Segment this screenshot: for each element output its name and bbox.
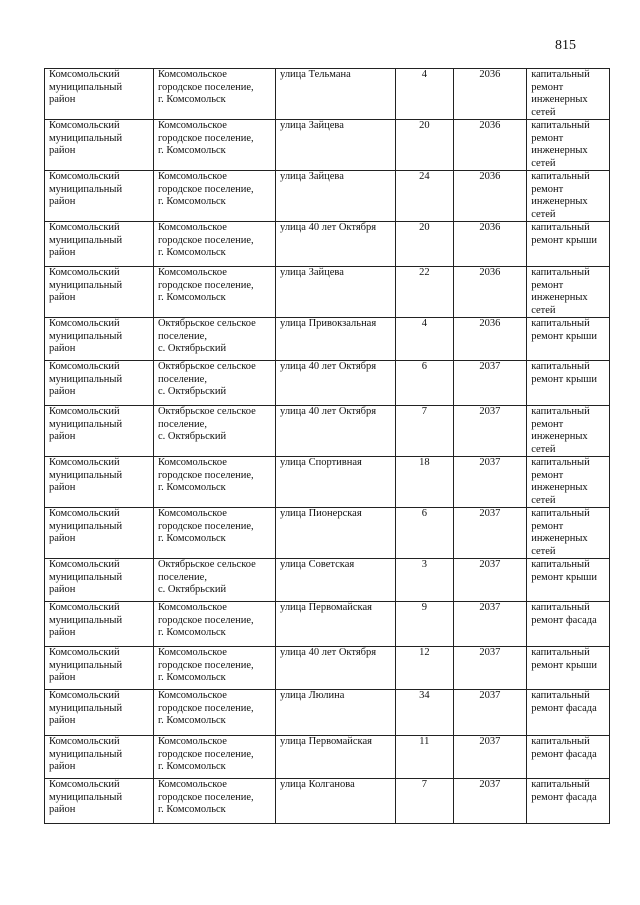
- table-row: [45, 267, 610, 318]
- year-cell: [453, 222, 527, 267]
- house-number-cell: [396, 406, 454, 457]
- district-cell-text: Комсомольский муниципальный район: [49, 690, 123, 726]
- street-cell: [276, 267, 396, 318]
- year-cell-text: 2037: [479, 647, 501, 658]
- house-number-cell-text: 12: [419, 647, 430, 658]
- street-cell: [276, 318, 396, 361]
- street-cell: [276, 361, 396, 406]
- year-cell: [453, 318, 527, 361]
- district-cell: [45, 457, 154, 508]
- district-cell-text: Комсомольский муниципальный район: [49, 508, 123, 544]
- work-type-cell: [527, 171, 610, 222]
- work-type-cell-text: капитальный ремонт инженерных сетей: [531, 69, 590, 118]
- street-cell: [276, 779, 396, 824]
- work-type-cell-text: капитальный ремонт крыши: [531, 647, 597, 671]
- work-type-cell: [527, 779, 610, 824]
- work-type-cell: [527, 508, 610, 559]
- year-cell: [453, 602, 527, 647]
- settlement-cell-text: Комсомольское городское поселение, г. Комсомольск: [157, 779, 254, 815]
- district-cell-text: Комсомольский муниципальный район: [49, 559, 123, 595]
- settlement-cell: [153, 406, 275, 457]
- work-type-cell: [527, 69, 610, 120]
- street-cell-text: улица Тельмана: [280, 69, 351, 80]
- work-type-cell: [527, 457, 610, 508]
- settlement-cell-text: Комсомольское городское поселение, г. Комсомольск: [157, 690, 254, 726]
- district-cell: [45, 508, 154, 559]
- district-cell-text: Комсомольский муниципальный район: [49, 457, 123, 493]
- table-row: [45, 736, 610, 779]
- district-cell-text: Комсомольский муниципальный район: [49, 171, 123, 207]
- work-type-cell-text: капитальный ремонт инженерных сетей: [531, 171, 590, 220]
- street-cell: [276, 508, 396, 559]
- settlement-cell: [153, 361, 275, 406]
- year-cell-text: 2036: [479, 267, 501, 278]
- settlement-cell-text: Комсомольское городское поселение, г. Комсомольск: [157, 736, 254, 772]
- work-type-cell-text: капитальный ремонт инженерных сетей: [531, 267, 590, 316]
- settlement-cell: [153, 69, 275, 120]
- settlement-cell: [153, 457, 275, 508]
- house-number-cell: [396, 736, 454, 779]
- house-number-cell-text: 6: [421, 508, 427, 519]
- year-cell-text: 2037: [479, 508, 501, 519]
- street-cell: [276, 222, 396, 267]
- house-number-cell-text: 22: [419, 267, 430, 278]
- district-cell-text: Комсомольский муниципальный район: [49, 222, 123, 258]
- year-cell: [453, 120, 527, 171]
- street-cell-text: улица Пионерская: [280, 508, 362, 519]
- year-cell-text: 2037: [479, 779, 501, 790]
- house-number-cell: [396, 559, 454, 602]
- house-number-cell-text: 24: [419, 171, 430, 182]
- page-number: 815: [555, 38, 576, 53]
- work-type-cell: [527, 120, 610, 171]
- settlement-cell-text: Комсомольское городское поселение, г. Комсомольск: [157, 120, 254, 156]
- year-cell-text: 2037: [479, 559, 501, 570]
- district-cell: [45, 120, 154, 171]
- work-type-cell: [527, 736, 610, 779]
- table-body: [45, 69, 610, 824]
- district-cell: [45, 559, 154, 602]
- settlement-cell: [153, 508, 275, 559]
- district-cell: [45, 171, 154, 222]
- settlement-cell-text: Комсомольское городское поселение, г. Комсомольск: [157, 457, 254, 493]
- settlement-cell-text: Комсомольское городское поселение, г. Комсомольск: [157, 508, 254, 544]
- house-number-cell: [396, 222, 454, 267]
- settlement-cell: [153, 559, 275, 602]
- settlement-cell: [153, 736, 275, 779]
- street-cell-text: улица Колганова: [280, 779, 355, 790]
- street-cell: [276, 559, 396, 602]
- district-cell-text: Комсомольский муниципальный район: [49, 361, 123, 397]
- district-cell-text: Комсомольский муниципальный район: [49, 120, 123, 156]
- settlement-cell-text: Комсомольское городское поселение, г. Комсомольск: [157, 267, 254, 303]
- year-cell: [453, 690, 527, 736]
- district-cell: [45, 779, 154, 824]
- settlement-cell: [153, 647, 275, 690]
- district-cell: [45, 267, 154, 318]
- table-row: [45, 647, 610, 690]
- house-number-cell-text: 20: [419, 120, 430, 131]
- district-cell-text: Комсомольский муниципальный район: [49, 267, 123, 303]
- work-type-cell: [527, 559, 610, 602]
- work-type-cell: [527, 690, 610, 736]
- table-row: [45, 120, 610, 171]
- year-cell-text: 2036: [479, 222, 501, 233]
- district-cell-text: Комсомольский муниципальный район: [49, 647, 123, 683]
- district-cell-text: Комсомольский муниципальный район: [49, 69, 123, 105]
- table-row: [45, 222, 610, 267]
- district-cell-text: Комсомольский муниципальный район: [49, 602, 123, 638]
- street-cell-text: улица Зайцева: [280, 267, 344, 278]
- work-type-cell-text: капитальный ремонт крыши: [531, 222, 597, 246]
- work-type-cell-text: капитальный ремонт крыши: [531, 318, 597, 342]
- street-cell: [276, 690, 396, 736]
- street-cell: [276, 171, 396, 222]
- year-cell-text: 2036: [479, 69, 501, 80]
- street-cell-text: улица 40 лет Октября: [280, 406, 377, 417]
- table-row: [45, 69, 610, 120]
- year-cell: [453, 361, 527, 406]
- house-number-cell-text: 7: [421, 779, 427, 790]
- house-number-cell-text: 4: [421, 69, 427, 80]
- table-row: [45, 690, 610, 736]
- district-cell: [45, 69, 154, 120]
- settlement-cell: [153, 222, 275, 267]
- settlement-cell: [153, 602, 275, 647]
- house-number-cell-text: 6: [421, 361, 427, 372]
- street-cell: [276, 602, 396, 647]
- district-cell-text: Комсомольский муниципальный район: [49, 779, 123, 815]
- year-cell: [453, 267, 527, 318]
- street-cell-text: улица 40 лет Октября: [280, 222, 377, 233]
- street-cell-text: улица Спортивная: [280, 457, 362, 468]
- settlement-cell-text: Комсомольское городское поселение, г. Комсомольск: [157, 602, 254, 638]
- work-type-cell-text: капитальный ремонт фасада: [531, 779, 597, 803]
- work-type-cell: [527, 318, 610, 361]
- street-cell-text: улица Советская: [280, 559, 355, 570]
- district-cell: [45, 602, 154, 647]
- house-number-cell-text: 18: [419, 457, 430, 468]
- year-cell: [453, 69, 527, 120]
- work-type-cell-text: капитальный ремонт инженерных сетей: [531, 406, 590, 455]
- district-cell: [45, 222, 154, 267]
- work-type-cell: [527, 267, 610, 318]
- district-cell: [45, 690, 154, 736]
- year-cell-text: 2037: [479, 690, 501, 701]
- settlement-cell-text: Комсомольское городское поселение, г. Комсомольск: [157, 171, 254, 207]
- house-number-cell: [396, 779, 454, 824]
- year-cell: [453, 736, 527, 779]
- work-type-cell: [527, 602, 610, 647]
- district-cell: [45, 406, 154, 457]
- house-number-cell: [396, 120, 454, 171]
- street-cell: [276, 647, 396, 690]
- house-number-cell: [396, 647, 454, 690]
- house-number-cell: [396, 508, 454, 559]
- work-type-cell: [527, 647, 610, 690]
- settlement-cell-text: Октябрьское сельское поселение, с. Октябрьский: [157, 559, 256, 595]
- work-type-cell: [527, 361, 610, 406]
- year-cell: [453, 406, 527, 457]
- table-row: [45, 457, 610, 508]
- district-cell-text: Комсомольский муниципальный район: [49, 406, 123, 442]
- street-cell-text: улица Привокзальная: [280, 318, 377, 329]
- house-number-cell: [396, 457, 454, 508]
- settlement-cell: [153, 120, 275, 171]
- street-cell-text: улица 40 лет Октября: [280, 361, 377, 372]
- year-cell-text: 2037: [479, 457, 501, 468]
- year-cell: [453, 508, 527, 559]
- settlement-cell: [153, 171, 275, 222]
- street-cell: [276, 457, 396, 508]
- street-cell-text: улица Зайцева: [280, 120, 344, 131]
- settlement-cell-text: Комсомольское городское поселение, г. Комсомольск: [157, 222, 254, 258]
- house-number-cell-text: 3: [421, 559, 427, 570]
- street-cell: [276, 69, 396, 120]
- street-cell: [276, 120, 396, 171]
- work-type-cell-text: капитальный ремонт крыши: [531, 559, 597, 583]
- table-row: [45, 318, 610, 361]
- settlement-cell-text: Комсомольское городское поселение, г. Комсомольск: [157, 69, 254, 105]
- street-cell-text: улица Первомайская: [280, 602, 372, 613]
- house-number-cell-text: 4: [421, 318, 427, 329]
- table-row: [45, 602, 610, 647]
- year-cell: [453, 171, 527, 222]
- year-cell-text: 2037: [479, 736, 501, 747]
- work-type-cell-text: капитальный ремонт фасада: [531, 690, 597, 714]
- house-number-cell: [396, 690, 454, 736]
- repair-schedule-table: [44, 68, 610, 824]
- house-number-cell: [396, 69, 454, 120]
- year-cell-text: 2036: [479, 120, 501, 131]
- house-number-cell-text: 34: [419, 690, 430, 701]
- settlement-cell: [153, 267, 275, 318]
- house-number-cell-text: 7: [421, 406, 427, 417]
- house-number-cell: [396, 318, 454, 361]
- table-row: [45, 779, 610, 824]
- year-cell-text: 2037: [479, 361, 501, 372]
- work-type-cell-text: капитальный ремонт инженерных сетей: [531, 508, 590, 557]
- district-cell-text: Комсомольский муниципальный район: [49, 736, 123, 772]
- street-cell-text: улица 40 лет Октября: [280, 647, 377, 658]
- settlement-cell-text: Октябрьское сельское поселение, с. Октябрьский: [157, 318, 256, 354]
- table-row: [45, 171, 610, 222]
- settlement-cell-text: Октябрьское сельское поселение, с. Октябрьский: [157, 406, 256, 442]
- year-cell-text: 2036: [479, 171, 501, 182]
- work-type-cell-text: капитальный ремонт фасада: [531, 736, 597, 760]
- year-cell: [453, 457, 527, 508]
- street-cell: [276, 736, 396, 779]
- year-cell: [453, 559, 527, 602]
- district-cell: [45, 318, 154, 361]
- year-cell-text: 2037: [479, 602, 501, 613]
- street-cell: [276, 406, 396, 457]
- district-cell: [45, 736, 154, 779]
- settlement-cell-text: Комсомольское городское поселение, г. Комсомольск: [157, 647, 254, 683]
- year-cell: [453, 647, 527, 690]
- house-number-cell: [396, 267, 454, 318]
- work-type-cell: [527, 222, 610, 267]
- work-type-cell-text: капитальный ремонт инженерных сетей: [531, 120, 590, 169]
- district-cell-text: Комсомольский муниципальный район: [49, 318, 123, 354]
- house-number-cell-text: 11: [419, 736, 430, 747]
- year-cell-text: 2037: [479, 406, 501, 417]
- work-type-cell-text: капитальный ремонт инженерных сетей: [531, 457, 590, 506]
- settlement-cell: [153, 318, 275, 361]
- settlement-cell-text: Октябрьское сельское поселение, с. Октябрьский: [157, 361, 256, 397]
- settlement-cell: [153, 690, 275, 736]
- work-type-cell-text: капитальный ремонт фасада: [531, 602, 597, 626]
- house-number-cell-text: 9: [421, 602, 427, 613]
- table-row: [45, 559, 610, 602]
- table-row: [45, 406, 610, 457]
- district-cell: [45, 361, 154, 406]
- table-row: [45, 508, 610, 559]
- house-number-cell: [396, 171, 454, 222]
- street-cell-text: улица Зайцева: [280, 171, 344, 182]
- year-cell: [453, 779, 527, 824]
- street-cell-text: улица Первомайская: [280, 736, 372, 747]
- street-cell-text: улица Люлина: [280, 690, 345, 701]
- work-type-cell-text: капитальный ремонт крыши: [531, 361, 597, 385]
- work-type-cell: [527, 406, 610, 457]
- year-cell-text: 2036: [479, 318, 501, 329]
- house-number-cell: [396, 361, 454, 406]
- table-row: [45, 361, 610, 406]
- settlement-cell: [153, 779, 275, 824]
- district-cell: [45, 647, 154, 690]
- house-number-cell: [396, 602, 454, 647]
- house-number-cell-text: 20: [419, 222, 430, 233]
